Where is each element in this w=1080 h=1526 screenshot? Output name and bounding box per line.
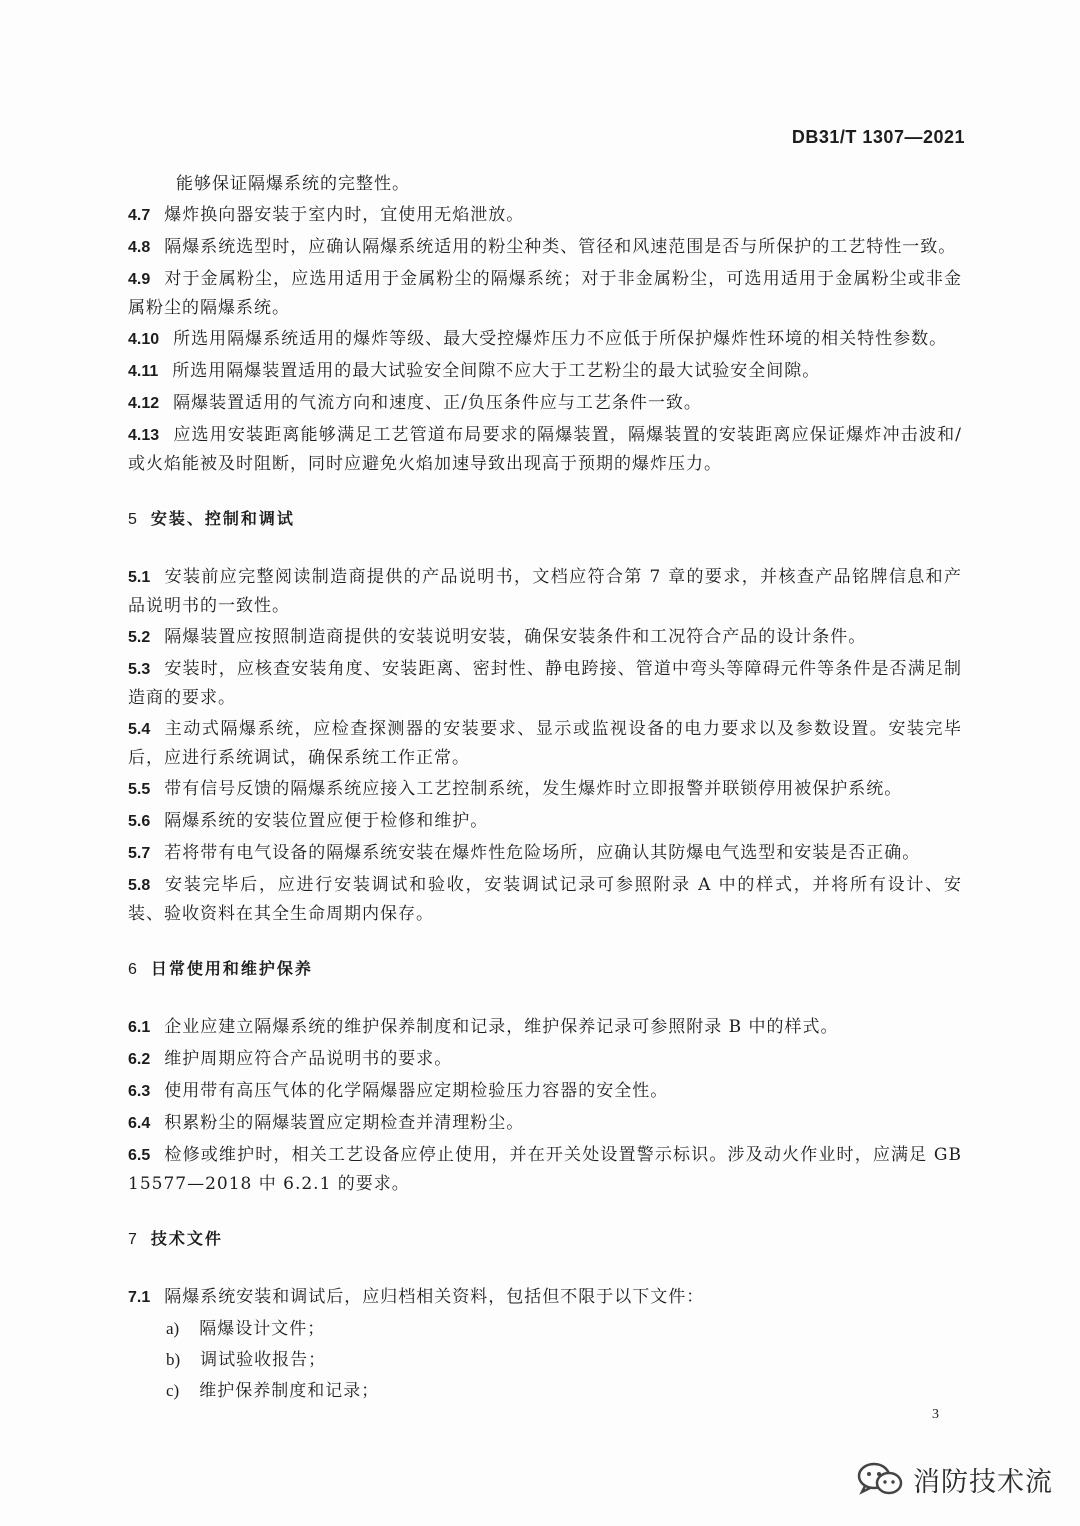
clause-number: 5.4 xyxy=(128,721,151,738)
clause-text: 安装前应完整阅读制造商提供的产品说明书，文档应符合第 7 章的要求，并核查产品铭牌信息和产品说明书的一致性。 xyxy=(128,567,962,616)
section-5-body xyxy=(0,563,1080,928)
clause-paragraph xyxy=(128,1141,962,1198)
clause-4-continuation xyxy=(0,170,1080,478)
page-number: 3 xyxy=(932,1407,939,1422)
clause-number: 5.3 xyxy=(128,661,151,678)
section-title: 日常使用和维护保养 xyxy=(150,959,313,978)
clause-paragraph xyxy=(128,1013,962,1042)
clause-text: 企业应建立隔爆系统的维护保养制度和记录，维护保养记录可参照附录 B 中的样式。 xyxy=(164,1017,839,1037)
watermark xyxy=(855,1457,1053,1501)
clause-paragraph xyxy=(128,623,962,652)
clause-paragraph xyxy=(128,871,962,928)
clause-number: 4.7 xyxy=(128,207,151,224)
clause-number: 5.7 xyxy=(128,845,151,862)
clause-text: 安装时，应核查安装角度、安装距离、密封性、静电跨接、管道中弯头等障碍元件等条件是否满足制造商的要求。 xyxy=(128,659,962,708)
clause-number: 5.2 xyxy=(128,629,151,646)
list-item-text: 维护保养制度和记录； xyxy=(199,1381,380,1401)
section-title: 安装、控制和调试 xyxy=(150,509,295,528)
clause-text: 检修或维护时，相关工艺设备应停止使用，并在开关处设置警示标识。涉及动火作业时，应满足 GB 15577—2018 中 6.2.1 的要求。 xyxy=(128,1145,962,1194)
clause-number: 4.11 xyxy=(128,363,159,380)
clause-number: 6.3 xyxy=(128,1083,151,1100)
clause-text: 若将带有电气设备的隔爆系统安装在爆炸性危险场所，应确认其防爆电气选型和安装是否正确。 xyxy=(164,843,921,863)
clause-paragraph xyxy=(128,807,962,836)
section-7-heading xyxy=(128,1226,1080,1253)
clause-text: 主动式隔爆系统，应检查探测器的安装要求、显示或监视设备的电力要求以及参数设置。安装完毕后，应进行系统调试，确保系统工作正常。 xyxy=(128,719,962,768)
clause-paragraph xyxy=(128,389,962,418)
clause-paragraph xyxy=(128,325,962,354)
clause-number: 5.8 xyxy=(128,877,151,894)
clause-paragraph xyxy=(128,1283,962,1312)
clause-number: 4.12 xyxy=(128,395,160,412)
clause-paragraph xyxy=(128,655,962,712)
clause-paragraph xyxy=(128,715,962,772)
list-item xyxy=(166,1346,1080,1374)
clause-text: 爆炸换向器安装于室内时，宜使用无焰泄放。 xyxy=(164,205,525,225)
watermark-text: 消防技术流 xyxy=(913,1466,1053,1498)
clause-text: 隔爆系统的安装位置应便于检修和维护。 xyxy=(164,811,489,831)
clause-number: 6.1 xyxy=(128,1019,151,1036)
list-marker: c) xyxy=(166,1381,180,1400)
list-item xyxy=(166,1377,1080,1405)
clause-text: 隔爆系统安装和调试后，应归档相关资料，包括但不限于以下文件： xyxy=(164,1287,705,1307)
section-7-list xyxy=(0,1315,1080,1405)
clause-paragraph xyxy=(128,421,962,478)
clause-paragraph xyxy=(128,233,962,262)
section-5-heading xyxy=(128,506,1080,533)
section-title: 技术文件 xyxy=(150,1229,223,1248)
clause-text: 安装完毕后，应进行安装调试和验收，安装调试记录可参照附录 A 中的样式，并将所有设计、安装、验收资料在其全生命周期内保存。 xyxy=(128,875,962,924)
clause-text: 隔爆装置应按照制造商提供的安装说明安装，确保安装条件和工况符合产品的设计条件。 xyxy=(164,627,867,647)
clause-paragraph xyxy=(128,839,962,868)
clause-paragraph xyxy=(128,1109,962,1138)
clause-paragraph xyxy=(128,1045,962,1074)
clause-paragraph xyxy=(128,563,962,620)
clause-text: 使用带有高压气体的化学隔爆器应定期检验压力容器的安全性。 xyxy=(164,1081,669,1101)
section-6-body xyxy=(0,1013,1080,1198)
section-7-body xyxy=(0,1283,1080,1312)
clause-number: 7.1 xyxy=(128,1289,151,1306)
list-item-text: 调试验收报告； xyxy=(200,1350,327,1370)
clause-number: 5.1 xyxy=(128,569,151,586)
clause-number: 4.9 xyxy=(128,271,151,288)
clause-paragraph xyxy=(128,1077,962,1106)
clause-paragraph xyxy=(128,170,962,198)
clause-number: 6.5 xyxy=(128,1147,151,1164)
clause-text: 积累粉尘的隔爆装置应定期检查并清理粉尘。 xyxy=(164,1113,525,1133)
clause-text: 带有信号反馈的隔爆系统应接入工艺控制系统，发生爆炸时立即报警并联锁停用被保护系统。 xyxy=(164,779,903,799)
clause-text: 能够保证隔爆系统的完整性。 xyxy=(176,174,410,194)
section-number: 7 xyxy=(128,1231,137,1248)
clause-text: 所选用隔爆系统适用的爆炸等级、最大受控爆炸压力不应低于所保护爆炸性环境的相关特性参数。 xyxy=(173,329,948,349)
list-item xyxy=(166,1315,1080,1343)
clause-text: 隔爆系统选型时，应确认隔爆系统适用的粉尘种类、管径和风速范围是否与所保护的工艺特性一致。 xyxy=(164,237,957,257)
list-marker: a) xyxy=(166,1319,180,1338)
clause-number: 5.5 xyxy=(128,781,151,798)
clause-text: 维护周期应符合产品说明书的要求。 xyxy=(164,1049,453,1069)
clause-text: 应选用安装距离能够满足工艺管道布局要求的隔爆装置，隔爆装置的安装距离应保证爆炸冲击波和/或火焰能被及时阻断，同时应避免火焰加速导致出现高于预期的爆炸压力。 xyxy=(128,425,962,474)
clause-number: 4.10 xyxy=(128,331,160,348)
list-item-text: 隔爆设计文件； xyxy=(199,1319,326,1339)
document-content xyxy=(0,170,1080,1408)
clause-number: 4.8 xyxy=(128,239,151,256)
wechat-logo-icon xyxy=(855,1461,905,1497)
clause-number: 4.13 xyxy=(128,427,160,444)
clause-text: 隔爆装置适用的气流方向和速度、正/负压条件应与工艺条件一致。 xyxy=(173,393,702,413)
clause-number: 6.4 xyxy=(128,1115,151,1132)
section-number: 6 xyxy=(128,961,137,978)
section-6-heading xyxy=(128,956,1080,983)
section-number: 5 xyxy=(128,511,137,528)
clause-number: 5.6 xyxy=(128,813,151,830)
clause-paragraph xyxy=(128,357,962,386)
clause-text: 所选用隔爆装置适用的最大试验安全间隙不应大于工艺粉尘的最大试验安全间隙。 xyxy=(172,361,821,381)
standard-code: DB31/T 1307—2021 xyxy=(791,127,965,147)
clause-paragraph xyxy=(128,775,962,804)
clause-text: 对于金属粉尘，应选用适用于金属粉尘的隔爆系统；对于非金属粉尘，可选用适用于金属粉尘或非金属粉尘的隔爆系统。 xyxy=(128,269,962,318)
clause-number: 6.2 xyxy=(128,1051,151,1068)
clause-paragraph xyxy=(128,201,962,230)
list-marker: b) xyxy=(166,1350,181,1369)
clause-paragraph xyxy=(128,265,962,322)
